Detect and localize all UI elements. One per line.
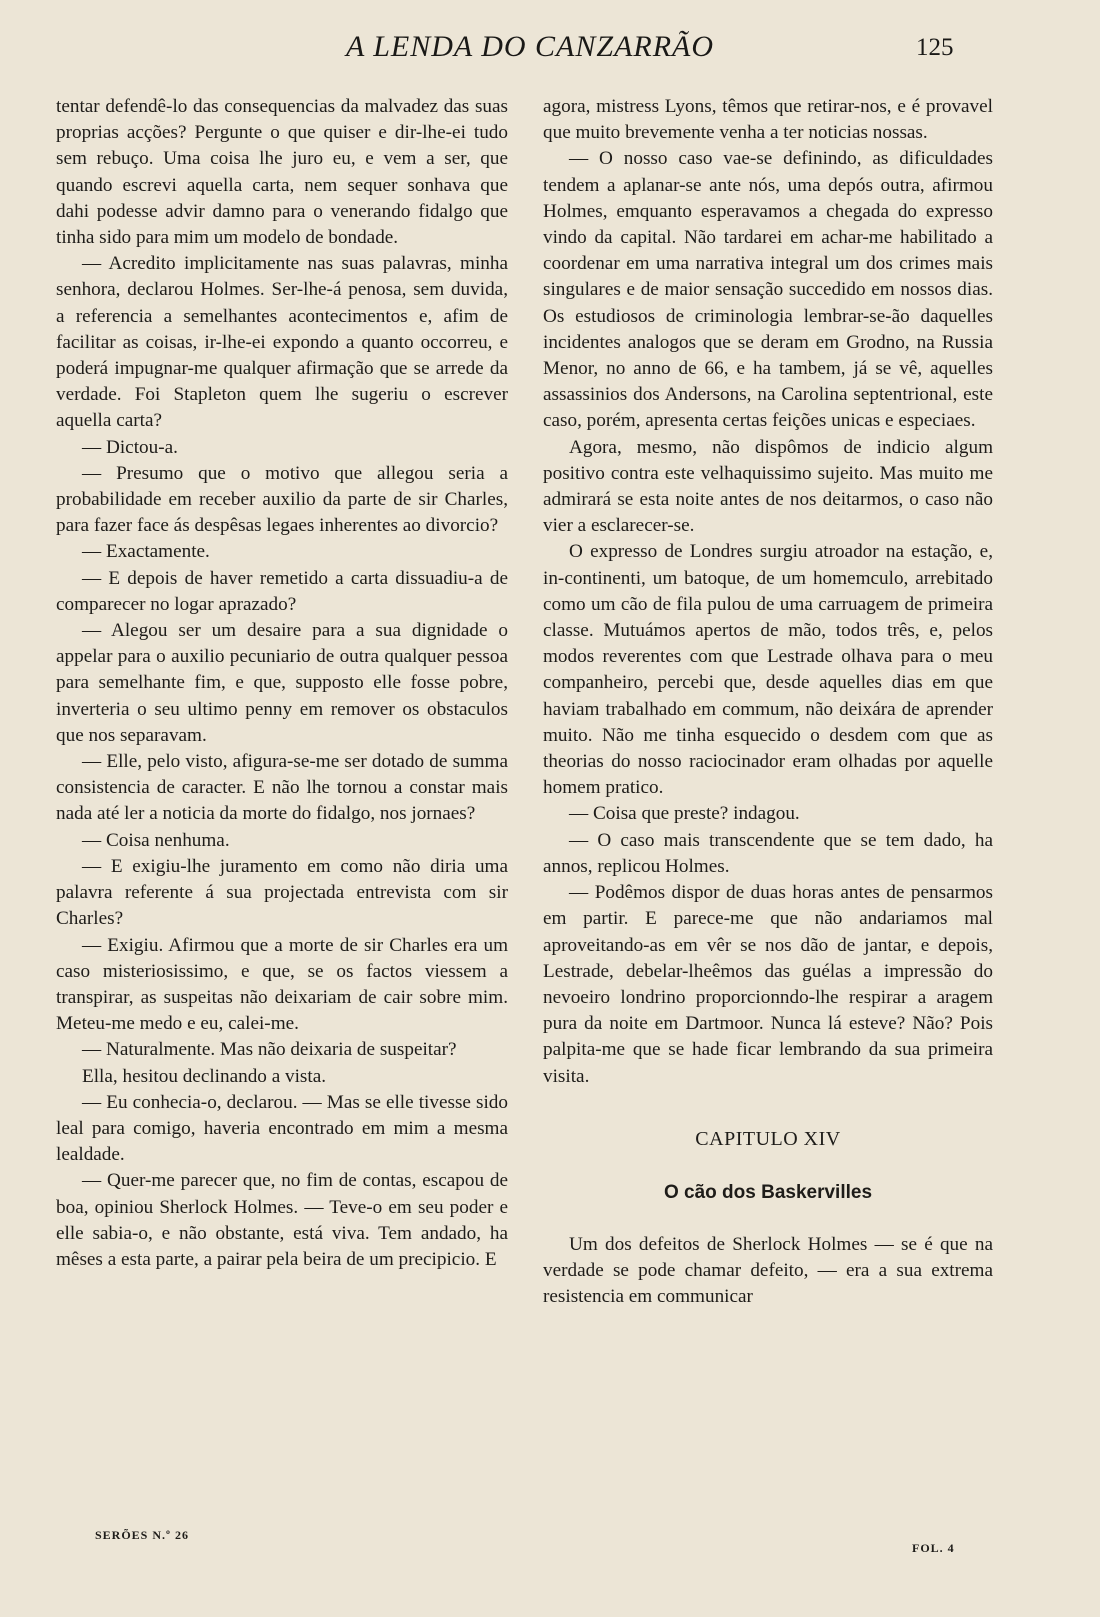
paragraph: Agora, mesmo, não dispômos de indicio algum positivo contra este velhaquissimo sujeito. Mas muito me admirará se esta noite antes de nos deitarmos, o caso não vier a esclarecer-se. bbox=[543, 436, 993, 537]
paragraph: — Naturalmente. Mas não deixaria de suspeitar? bbox=[82, 1039, 457, 1061]
chapter-opening-paragraph: Um dos defeitos de Sherlock Holmes — se é que na verdade se pode chamar defeito, — era a sua extrema resistencia em communicar bbox=[543, 1233, 993, 1308]
paragraph: — Acredito implicitamente nas suas palavras, minha senhora, declarou Holmes. Ser-lhe-á penosa, sem duvida, a referencia a semelhantes acontecimentos e, afim de facilitar as coisas, ir-lhe-ei expondo a quanto occorreu, e poderá impugnar-me qualquer afirmação que se arrede da verdade. Foi Stapleton quem lhe sugeriu o escrever aquella carta? bbox=[56, 253, 508, 432]
paragraph: — Presumo que o motivo que allegou seria a probabilidade em receber auxilio da parte de sir Charles, para fazer face ás despêsas legaes inherentes ao divorcio? bbox=[56, 462, 508, 537]
chapter-heading: CAPITULO XIV bbox=[695, 1127, 841, 1150]
paragraph: Ella, hesitou declinando a vista. bbox=[82, 1065, 327, 1087]
paragraph: — Eu conhecia-o, declarou. — Mas se elle tivesse sido leal para comigo, haveria encontrado em mim a mesma lealdade. bbox=[56, 1091, 508, 1166]
paragraph: O expresso de Londres surgiu atroador na estação, e, in-continenti, um batoque, de um homemculo, arrebitado como um cão de fila pulou de uma carruagem de primeira classe. Mutuámos apertos de mão, todos três, e, pelos modos reverentes com que Lestrade olhava para o meu companheiro, percebi que, desde aquelles dias em que haviam trabalhado em commum, não deixára de aprender muito. Não me tinha esquecido o desdem com que as theorias do nosso raciocinador eram olhadas por aquelle homem pratico. bbox=[543, 541, 993, 799]
paragraph: — Coisa que preste? indagou. bbox=[569, 803, 800, 825]
running-title: A LENDA DO CANZARRÃO bbox=[345, 30, 715, 63]
paragraph: — Quer-me parecer que, no fim de contas, escapou de boa, opiniou Sherlock Holmes. — Teve-o em seu poder e elle sabia-o, e não obstante, está viva. Tem andado, ha mêses a esta parte, a pairar pela beira de um precipicio. E bbox=[56, 1170, 508, 1270]
right-column bbox=[543, 94, 993, 1310]
page-number: 125 bbox=[916, 34, 954, 61]
footer-folio: FOL. 4 bbox=[912, 1541, 955, 1555]
paragraph: — O nosso caso vae-se definindo, as dificuldades tendem a aplanar-se ante nós, uma depós outra, afirmou Holmes, emquanto esperavamos a chegada do expresso vindo da capital. Não tardarei em achar-me habilitado a coordenar em uma narrativa integral um dos crimes mais singulares e de maior sensação succedido em nossos dias. Os estudiosos de criminologia lembrar-se-ão daquelles incidentes analogos que se deram em Grodno, na Russia Menor, no anno de 66, e ha tambem, já se vê, aquelles assassinios dos Andersons, na Carolina septentrional, este caso, porém, apresenta certas feições unicas e especiaes. bbox=[543, 148, 993, 432]
paragraph: — Exigiu. Afirmou que a morte de sir Charles era um caso misteriosissimo, e que, se os factos viessem a transpirar, as suspeitas não deixariam de cair sobre mim. Meteu-me medo e eu, calei-me. bbox=[56, 934, 508, 1035]
footer-signature: SERÕES N.º 26 bbox=[95, 1528, 189, 1542]
paragraph: agora, mistress Lyons, têmos que retirar-nos, e é provavel que muito brevemente venha a ter noticias nossas. bbox=[543, 96, 993, 144]
paragraph: — Alegou ser um desaire para a sua dignidade o appelar para o auxilio pecuniario de outra qualquer pessoa para semelhante fim, e que, supposto elle fosse pobre, inverteria o seu ultimo penny em remover os obstaculos que nos separavam. bbox=[56, 620, 508, 746]
paragraph: — E exigiu-lhe juramento em como não diria uma palavra referente á sua projectada entrevista com sir Charles? bbox=[56, 855, 508, 930]
paragraph: tentar defendê-lo das consequencias da malvadez das suas proprias acções? Pergunte o que quiser e dir-lhe-ei tudo sem rebuço. Uma coisa lhe juro eu, e vem a ser, que quando escrevi aquella carta, nem sequer sonhava que dahi podesse advir damno para o venerando fidalgo que tinha sido para mim um modelo de bondade. bbox=[56, 96, 508, 249]
chapter-subtitle: O cão dos Baskervilles bbox=[663, 1181, 873, 1203]
paragraph: — Coisa nenhuma. bbox=[82, 829, 230, 851]
paragraph: — Exactamente. bbox=[82, 541, 210, 563]
paragraph: — O caso mais transcendente que se tem dado, ha annos, replicou Holmes. bbox=[543, 829, 993, 877]
paragraph: — Podêmos dispor de duas horas antes de pensarmos em partir. E parece-me que não andariamos mal aproveitando-as em vêr se nos dão de jantar, e depois, Lestrade, debelar-lheêmos das guélas a impressão do nevoeiro londrino proporcionndo-lhe respirar a aragem pura da noite em Dartmoor. Nunca lá esteve? Não? Pois palpita-me que se hade ficar lembrando da sua primeira visita. bbox=[543, 882, 993, 1087]
paragraph: — Dictou-a. bbox=[82, 436, 178, 458]
paragraph: — E depois de haver remetido a carta dissuadiu-a de comparecer no logar aprazado? bbox=[56, 567, 508, 615]
left-column bbox=[56, 94, 508, 1273]
paragraph: — Elle, pelo visto, afigura-se-me ser dotado de summa consistencia de caracter. E não lhe tornou a constar mais nada até ler a noticia da morte do fidalgo, nos jornaes? bbox=[56, 751, 508, 825]
